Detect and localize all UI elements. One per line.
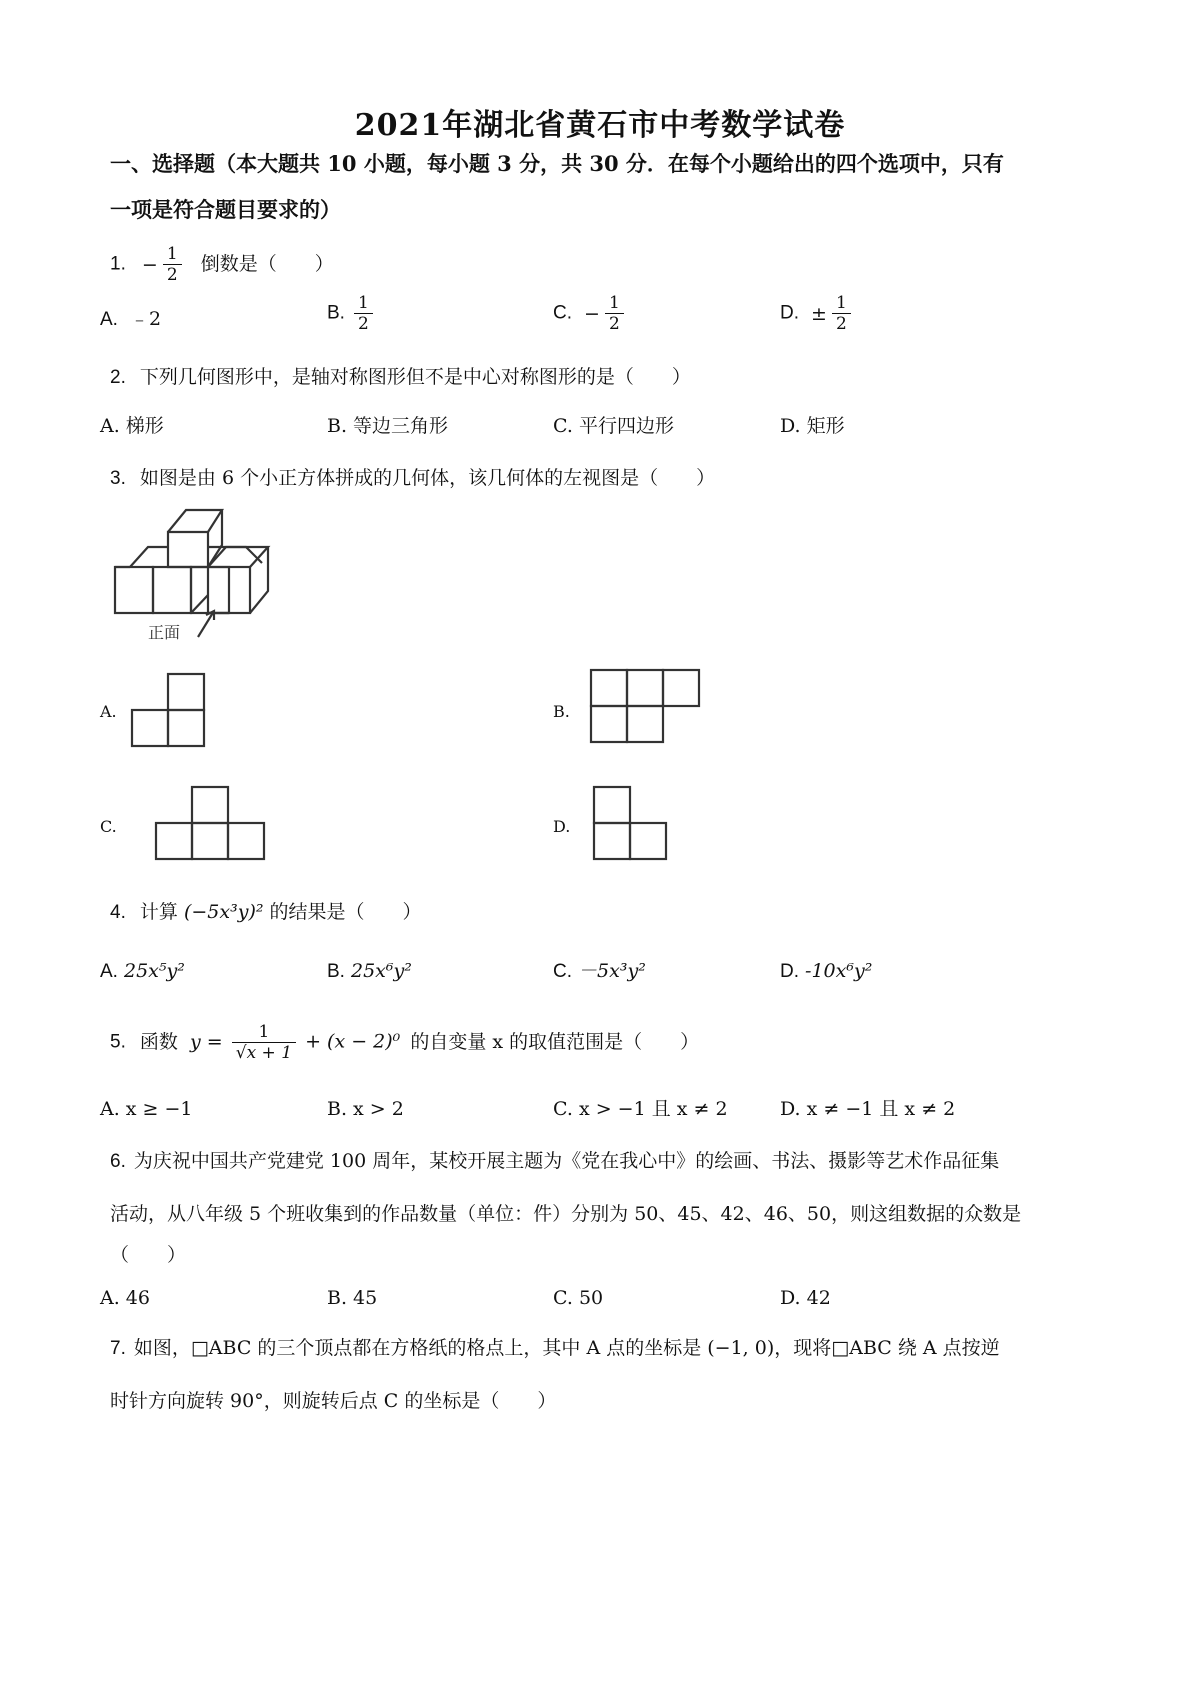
option-text: －5x³y² bbox=[578, 960, 646, 982]
question-number: 3. bbox=[110, 468, 126, 489]
q6-option-c[interactable]: C. 50 bbox=[553, 1287, 604, 1309]
question-2 bbox=[110, 362, 691, 393]
fraction-denominator: 2 bbox=[835, 314, 847, 334]
question-text: 活动，从八年级 5 个班收集到的作品数量（单位：件）分别为 50、45、42、46、50，则这组数据的众数是 bbox=[110, 1203, 1022, 1225]
fraction bbox=[232, 1022, 296, 1063]
question-number: 7. bbox=[110, 1338, 126, 1359]
q4-option-d[interactable] bbox=[780, 956, 872, 987]
q1-option-d[interactable] bbox=[780, 293, 854, 334]
radicand: x + 1 bbox=[246, 1043, 293, 1063]
question-text: 的结果是（ ） bbox=[269, 901, 422, 923]
math-expression: y = bbox=[189, 1030, 223, 1053]
math-expression: (−5x³y)² bbox=[183, 901, 264, 923]
q5-option-b[interactable]: B. x > 2 bbox=[327, 1098, 404, 1120]
option-label: B. bbox=[327, 961, 345, 982]
q4-option-b[interactable] bbox=[327, 956, 412, 987]
q2-option-d[interactable]: D. 矩形 bbox=[780, 415, 845, 437]
page-title: 2021年湖北省黄石市中考数学试卷 bbox=[354, 108, 846, 143]
fraction-denominator: 2 bbox=[358, 314, 369, 334]
question-number: 4. bbox=[110, 902, 126, 923]
fraction bbox=[605, 293, 624, 334]
arrow-icon bbox=[198, 611, 214, 637]
plus-minus-sign: ± bbox=[811, 302, 827, 325]
q2-option-c[interactable]: C. 平行四边形 bbox=[553, 415, 674, 437]
fraction bbox=[832, 293, 851, 334]
q5-option-c[interactable]: C. x > −1 且 x ≠ 2 bbox=[553, 1098, 728, 1120]
question-text: 如图，□ABC 的三个顶点都在方格纸的格点上，其中 A 点的坐标是 (−1, 0)，现将□ABC 绕 A 点按逆 bbox=[133, 1337, 1000, 1359]
q2-option-a[interactable]: A. 梯形 bbox=[100, 415, 164, 437]
question-1 bbox=[110, 244, 334, 285]
q5-option-a[interactable]: A. x ≥ −1 bbox=[100, 1098, 193, 1120]
q3-option-c-figure[interactable] bbox=[154, 785, 269, 865]
q1-option-a[interactable] bbox=[100, 304, 161, 335]
question-text: 倒数是（ ） bbox=[200, 252, 334, 275]
question-text: 函数 bbox=[139, 1030, 178, 1053]
question-text: 时针方向旋转 90°，则旋转后点 C 的坐标是（ ） bbox=[110, 1390, 557, 1412]
section-heading-line2: 一项是符合题目要求的） bbox=[110, 197, 341, 222]
q3-option-a-label[interactable]: A. bbox=[100, 702, 117, 721]
q6-option-a[interactable]: A. 46 bbox=[100, 1287, 150, 1309]
option-label: A. bbox=[100, 961, 118, 982]
question-text: 如图是由 6 个小正方体拼成的几何体，该几何体的左视图是（ ） bbox=[139, 467, 716, 489]
q6-option-d[interactable]: D. 42 bbox=[780, 1287, 831, 1309]
question-6 bbox=[110, 1135, 1100, 1270]
q2-option-b[interactable]: B. 等边三角形 bbox=[327, 415, 449, 437]
minus-sign: − bbox=[141, 253, 158, 276]
q5-option-d[interactable]: D. x ≠ −1 且 x ≠ 2 bbox=[780, 1098, 956, 1120]
question-number: 6. bbox=[110, 1151, 126, 1172]
option-label: D. bbox=[780, 302, 799, 324]
fraction bbox=[163, 244, 182, 285]
fraction-numerator: 1 bbox=[832, 293, 851, 314]
fraction bbox=[354, 293, 373, 334]
math-expression: + (x − 2)⁰ bbox=[305, 1030, 401, 1053]
question-number: 2. bbox=[110, 367, 126, 388]
option-label: B. bbox=[327, 302, 345, 324]
option-text: 25x⁵y² bbox=[124, 960, 185, 982]
option-text: -10x⁶y² bbox=[805, 960, 873, 982]
question-text: 计算 bbox=[139, 901, 178, 923]
fraction-denominator: 2 bbox=[166, 265, 178, 285]
q4-option-a[interactable] bbox=[100, 956, 185, 987]
option-label: D. bbox=[780, 961, 799, 982]
question-7 bbox=[110, 1322, 1100, 1427]
question-text: 的自变量 x 的取值范围是（ ） bbox=[410, 1030, 700, 1053]
q3-option-d-figure[interactable] bbox=[592, 785, 672, 865]
q1-option-b[interactable] bbox=[327, 293, 376, 334]
question-number: 1. bbox=[110, 253, 126, 275]
question-number: 5. bbox=[110, 1031, 126, 1053]
q4-option-c[interactable] bbox=[553, 956, 646, 987]
q3-option-a-figure[interactable] bbox=[130, 672, 210, 752]
option-label: C. bbox=[553, 302, 572, 324]
front-label: 正面 bbox=[148, 623, 181, 642]
fraction-denominator: 2 bbox=[608, 314, 620, 334]
option-label: A. bbox=[100, 309, 118, 330]
option-label: C. bbox=[553, 961, 572, 982]
fraction-denominator: √x + 1 bbox=[235, 1043, 293, 1063]
q3-option-b-label[interactable]: B. bbox=[553, 702, 570, 721]
q1-option-c[interactable] bbox=[553, 293, 627, 334]
fraction-numerator: 1 bbox=[232, 1022, 296, 1043]
question-text: （ ） bbox=[110, 1244, 187, 1266]
q3-option-d-label[interactable]: D. bbox=[553, 817, 571, 836]
q6-option-b[interactable]: B. 45 bbox=[327, 1287, 378, 1309]
question-3 bbox=[110, 463, 715, 494]
question-4 bbox=[110, 897, 422, 928]
option-text: 25x⁶y² bbox=[351, 960, 412, 982]
q3-option-b-figure[interactable] bbox=[588, 667, 703, 747]
fraction-numerator: 1 bbox=[605, 293, 624, 314]
question-text: 下列几何图形中，是轴对称图形但不是中心对称图形的是（ ） bbox=[139, 366, 691, 388]
section-heading-line1: 一、选择题（本大题共 10 小题，每小题 3 分，共 30 分．在每个小题给出的四个选项中，只有 bbox=[110, 151, 1004, 176]
cube-figure bbox=[110, 505, 310, 655]
fraction-numerator: 1 bbox=[354, 293, 373, 314]
fraction-numerator: 1 bbox=[163, 244, 182, 265]
question-5 bbox=[110, 1022, 699, 1063]
q3-option-c-label[interactable]: C. bbox=[100, 817, 117, 836]
minus-sign: − bbox=[584, 302, 600, 325]
option-text: ﹣2 bbox=[130, 308, 162, 330]
question-text: 为庆祝中国共产党建党 100 周年，某校开展主题为《党在我心中》的绘画、书法、摄影等艺术作品征集 bbox=[133, 1150, 1000, 1172]
